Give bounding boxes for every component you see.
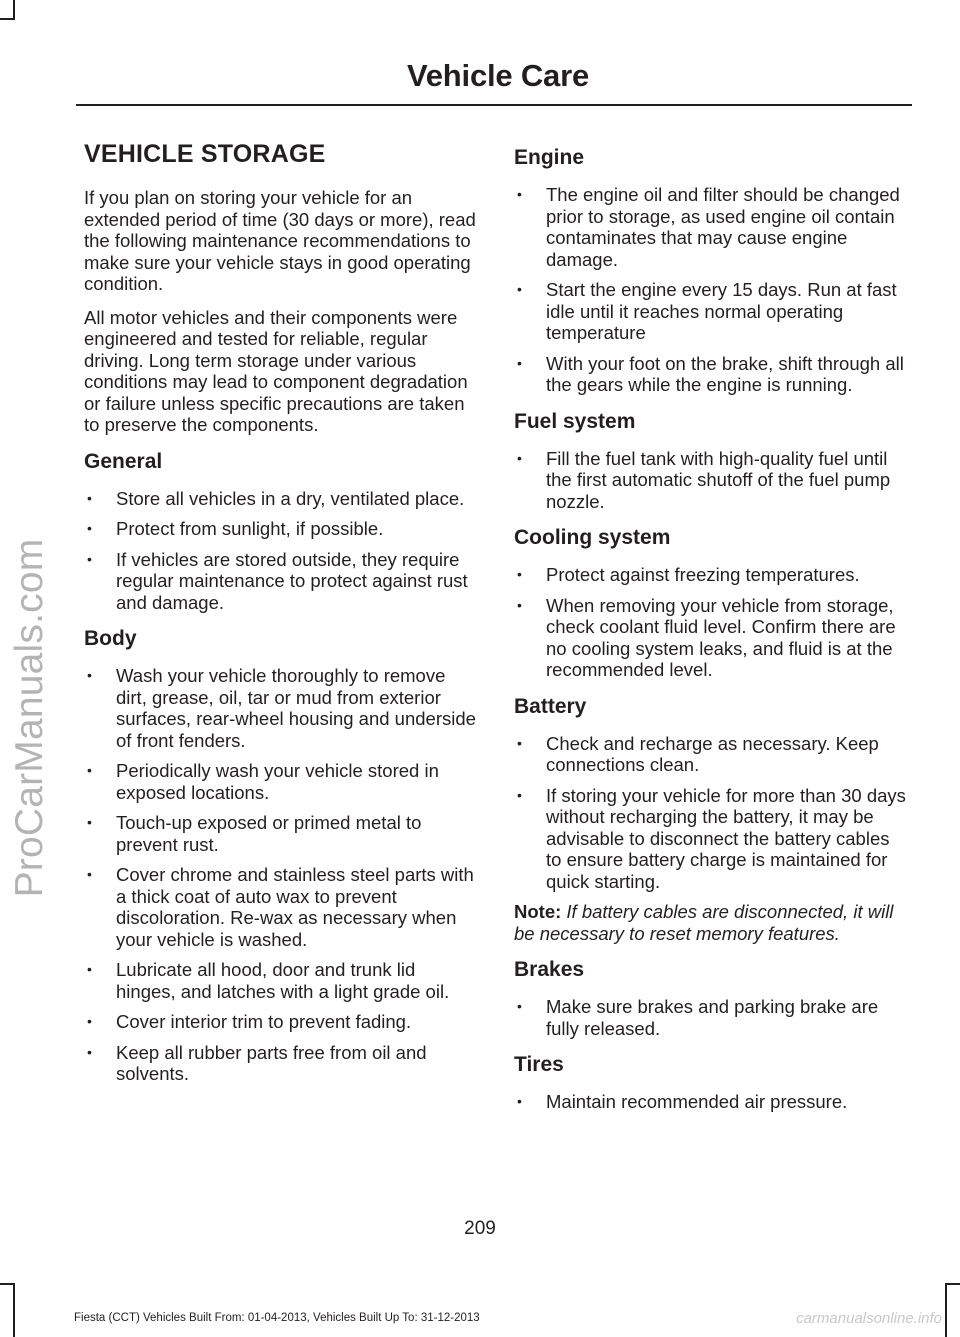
list-item: • Start the engine every 15 days. Run at fast idle until it reaches normal operating temperature: [514, 279, 910, 344]
list-item: • Protect against freezing temperatures.: [514, 564, 910, 586]
list-item: • If vehicles are stored outside, they require regular maintenance to protect against rust and damage.: [84, 549, 476, 614]
body-heading: Body: [84, 627, 137, 650]
list-item: • Store all vehicles in a dry, ventilated place.: [84, 488, 476, 510]
battery-list: [514, 733, 910, 893]
crop-mark: [945, 1283, 960, 1285]
general-list: [84, 488, 476, 614]
cooling-heading: Cooling system: [514, 526, 671, 549]
intro-paragraph: All motor vehicles and their components were engineered and tested for reliable, regular driving. Long term storage under various conditions may lead to component degradation or failure unless specific precautions are taken to preserve the components.: [84, 306, 468, 435]
page-number: 209: [464, 1218, 496, 1239]
tires-heading: Tires: [514, 1053, 564, 1076]
fuel-heading: Fuel system: [514, 409, 636, 433]
watermark-text: ProCarManuals.com: [8, 538, 51, 898]
list-item: • Touch-up exposed or primed metal to prevent rust.: [84, 812, 476, 855]
footer-logo: carmanualsonline.info: [796, 1310, 942, 1327]
left-column: [84, 140, 476, 1094]
list-item: • Cover chrome and stainless steel parts with a thick coat of auto wax to prevent discoloration. Re-wax as necessary when your vehicle is washed.: [84, 864, 476, 950]
intro-paragraph: If you plan on storing your vehicle for an extended period of time (30 days or more), read the following maintenance recommendations to make sure your vehicle stays in good operating condition.: [84, 187, 476, 294]
right-column: [514, 140, 910, 1122]
list-item: • Cover interior trim to prevent fading.: [84, 1011, 476, 1033]
battery-note: [514, 901, 910, 944]
list-item: • Lubricate all hood, door and trunk lid hinges, and latches with a light grade oil.: [84, 959, 476, 1002]
list-item: • The engine oil and filter should be changed prior to storage, as used engine oil contain contaminates that may cause engine damage.: [514, 184, 910, 270]
header-divider: [76, 104, 912, 106]
list-item: • With your foot on the brake, shift through all the gears while the engine is running.: [514, 353, 910, 396]
list-item: • Fill the fuel tank with high-quality fuel until the first automatic shutoff of the fuel pump nozzle.: [514, 448, 910, 513]
note-label: Note:: [514, 901, 562, 922]
footer-text: Fiesta (CCT) Vehicles Built From: 01-04-2013, Vehicles Built Up To: 31-12-2013: [74, 1312, 480, 1324]
fuel-list: [514, 448, 910, 513]
watermark: [0, 0, 60, 1337]
page-section-title: Vehicle Care: [407, 58, 589, 93]
section-title: VEHICLE STORAGE: [84, 140, 326, 168]
list-item: • Wash your vehicle thoroughly to remove dirt, grease, oil, tar or mud from exterior surfaces, rear-wheel housing and underside of front fenders.: [84, 665, 476, 751]
note-text: If battery cables are disconnected, it will be necessary to reset memory features.: [514, 901, 894, 944]
brakes-list: [514, 996, 910, 1039]
crop-mark: [945, 1283, 947, 1337]
list-item: • Make sure brakes and parking brake are fully released.: [514, 996, 910, 1039]
brakes-heading: Brakes: [514, 958, 585, 981]
engine-list: [514, 184, 910, 396]
list-item: • When removing your vehicle from storage, check coolant fluid level. Confirm there are no cooling system leaks, and fluid is at the recommended level.: [514, 595, 910, 681]
list-item: • Protect from sunlight, if possible.: [84, 518, 476, 540]
list-item: • Periodically wash your vehicle stored in exposed locations.: [84, 760, 476, 803]
list-item: • Maintain recommended air pressure.: [514, 1091, 910, 1113]
engine-heading: Engine: [514, 146, 585, 169]
list-item: • Keep all rubber parts free from oil and solvents.: [84, 1042, 476, 1085]
tires-list: [514, 1091, 910, 1113]
list-item: • If storing your vehicle for more than 30 days without recharging the battery, it may be advisable to disconnect the battery cables to ensure battery charge is maintained for quick starting.: [514, 785, 910, 893]
list-item: • Check and recharge as necessary. Keep connections clean.: [514, 733, 910, 776]
body-list: [84, 665, 476, 1085]
general-heading: General: [84, 449, 163, 473]
battery-heading: Battery: [514, 694, 587, 718]
cooling-list: [514, 564, 910, 681]
